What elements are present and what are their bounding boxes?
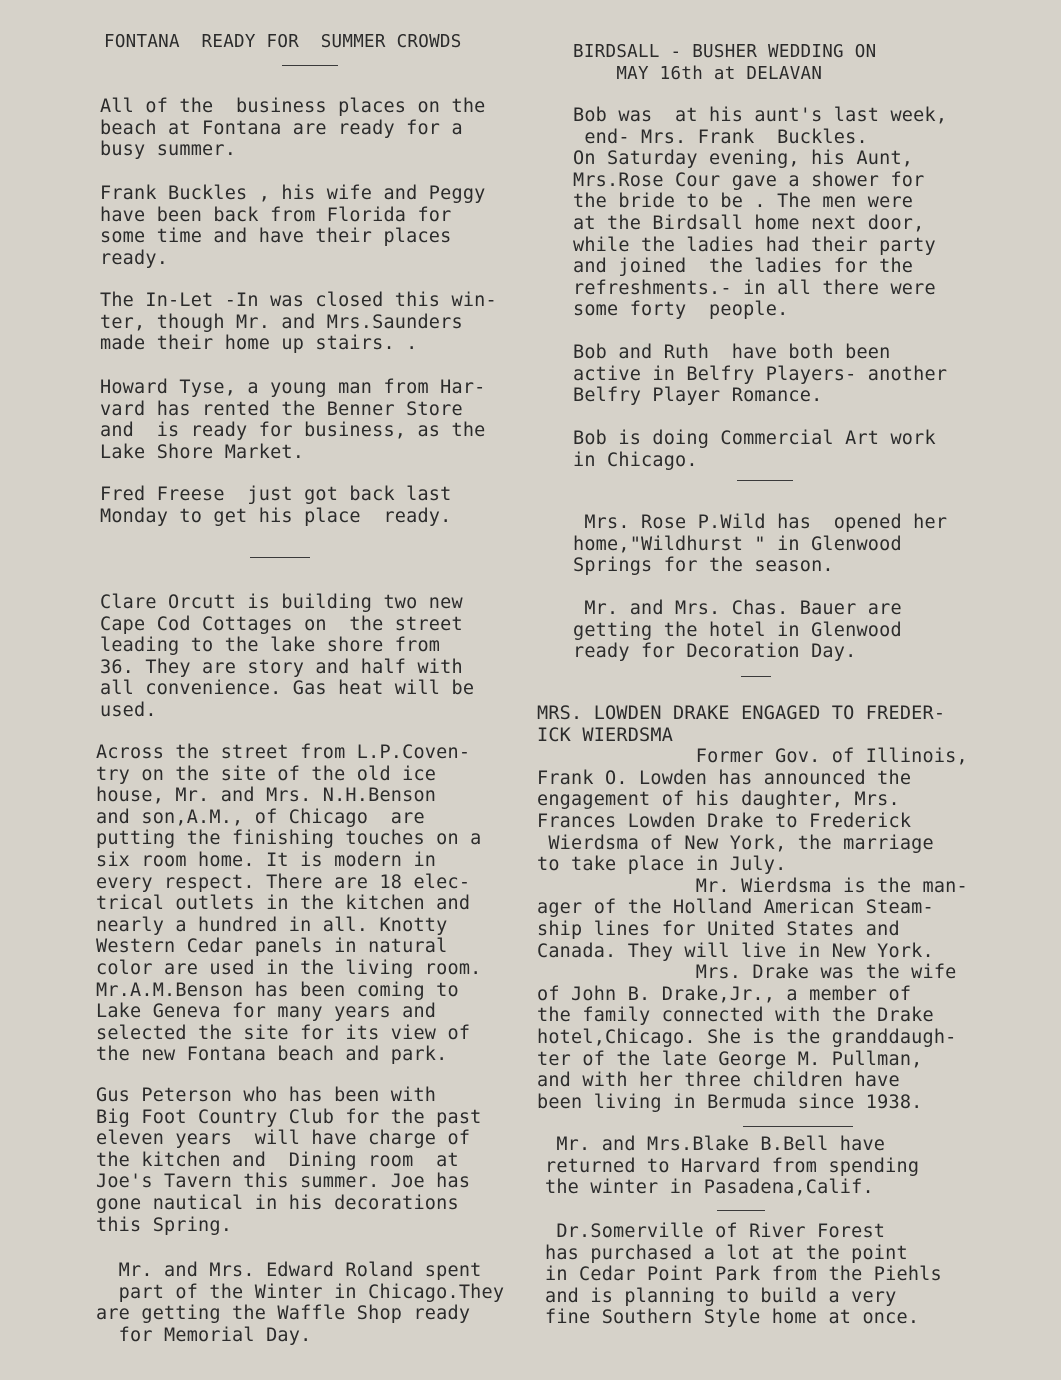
wedding-headline: BIRDSALL - BUSHER WEDDING ON MAY 16th at DELAVAN <box>573 42 877 84</box>
section-divider <box>250 557 310 558</box>
article-fred-freese: Fred Freese just got back last Monday to get his place ready. <box>100 484 452 527</box>
article-benson-home: Across the street from L.P.Coven- try on the site of the old ice house, Mr. and Mrs. N.H.Benson and son,A.M., of Chicago are putting the finishing touches on a six room home. It is modern in every respect. There are 18 elec- trical outlets in the kitchen and nearly a hundred in all. Knotty Western Cedar panels in natural color are used in the living room. Mr.A.M.Benson has been coming to Lake Geneva for many years and selected the site for its view of the new Fontana beach and park. <box>96 742 482 1066</box>
article-rose-wild: Mrs. Rose P.Wild has opened her home,"Wildhurst " in Glenwood Springs for the season. <box>573 512 948 577</box>
article-lowden-drake-engagement: MRS. LOWDEN DRAKE ENGAGED TO FREDER- ICK WIERDSMA Former Gov. of Illinois, Frank O. Lowden has announced the engagement of his daughter, Mrs. Frances Lowden Drake to Frederick Wierdsma of New York, the marriage to take place in July. Mr. Wierdsma is the man- ager of the Holland American Steam- ship lines for United States and Canada. They will live in New York. Mrs. Drake was the wife of John B. Drake,Jr., a member of the family connected with the Drake hotel,Chicago. She is the granddaugh- ter of the late George M. Pullman, and with her three children have been living in Bermuda since 1938. <box>537 703 968 1113</box>
section-divider <box>717 1210 765 1211</box>
fontana-headline: FONTANA READY FOR SUMMER CROWDS <box>104 32 462 52</box>
section-divider <box>737 480 793 481</box>
article-gus-peterson: Gus Peterson who has been with Big Foot Country Club for the past eleven years will have charge of the kitchen and Dining room at Joe's Tavern this summer. Joe has gone nautical in his decorations this Spring. <box>96 1085 482 1236</box>
article-belfry-players: Bob and Ruth have both been active in Belfry Players- another Belfry Player Romance. <box>573 342 948 407</box>
article-edward-roland: Mr. and Mrs. Edward Roland spent part of the Winter in Chicago.They are getting the Waffle Shop ready for Memorial Day. <box>96 1260 505 1346</box>
article-clare-orcutt: Clare Orcutt is building two new Cape Cod Cottages on the street leading to the lake shore from 36. They are story and half with all convenience. Gas heat will be used. <box>100 592 475 721</box>
headline-underline <box>282 65 338 66</box>
article-howard-tyse: Howard Tyse, a young man from Har- vard has rented the Benner Store and is ready for business, as the Lake Shore Market. <box>100 377 486 463</box>
section-divider <box>743 1126 853 1127</box>
section-divider <box>741 676 771 677</box>
article-commercial-art: Bob is doing Commercial Art work in Chicago. <box>573 428 936 471</box>
article-buckles-florida: Frank Buckles , his wife and Peggy have been back from Florida for some time and have their places ready. <box>100 183 486 269</box>
article-bob-aunt-shower: Bob was at his aunt's last week, end- Mrs. Frank Buckles. On Saturday evening, his Aunt, Mrs.Rose Cour gave a shower for the bride to be . The men were at the Birdsall home next door, while the ladies had their party and joined the ladies for the refreshments.- in all there were some forty people. <box>573 105 948 321</box>
article-dr-somerville: Dr.Somerville of River Forest has purchased a lot at the point in Cedar Point Park from the Piehls and is planning to build a very fine Southern Style home at once. <box>545 1221 942 1329</box>
article-blake-bell: Mr. and Mrs.Blake B.Bell have returned to Harvard from spending the winter in Pasadena,Calif. <box>545 1134 920 1199</box>
article-in-let-in: The In-Let -In was closed this win- ter, though Mr. and Mrs.Saunders made their home up stairs. . <box>100 290 497 355</box>
article-chas-bauer: Mr. and Mrs. Chas. Bauer are getting the hotel in Glenwood ready for Decoration Day. <box>573 598 902 663</box>
article-fontana-businesses: All of the business places on the beach at Fontana are ready for a busy summer. <box>100 96 486 161</box>
